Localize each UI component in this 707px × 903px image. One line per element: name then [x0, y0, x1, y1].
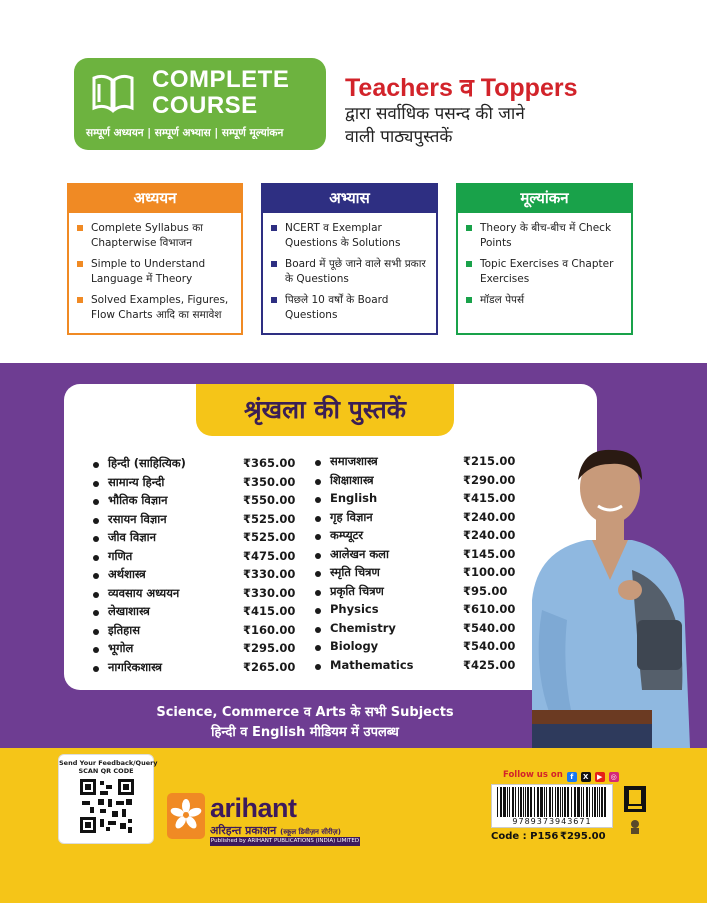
barcode-bar: [594, 787, 596, 817]
list-item: [315, 602, 515, 621]
bullet-icon: [93, 536, 99, 542]
book-price: ₹100.00: [463, 565, 516, 579]
book-price: ₹415.00: [243, 604, 296, 618]
bullet-icon: [315, 534, 321, 540]
barcode-bar: [581, 787, 582, 817]
bullet-icon: [315, 590, 321, 596]
bullet-icon: [315, 460, 321, 466]
barcode-bar: [589, 787, 590, 817]
barcode-bar: [534, 787, 535, 817]
list-item: मॉडल पेपर्स: [466, 293, 623, 308]
book-price: ₹350.00: [243, 474, 296, 489]
list-item: NCERT व Exemplar Questions के Solutions: [271, 221, 428, 251]
barcode-bar: [546, 787, 547, 817]
barcode-bar: [515, 787, 516, 817]
barcode-bars: [493, 787, 613, 819]
bullet-icon: [93, 647, 99, 653]
book-title: स्मृति चित्रण: [330, 565, 380, 579]
book-price: ₹160.00: [243, 622, 296, 637]
list-item: [315, 510, 515, 529]
brand-name: arihant: [210, 793, 297, 823]
bullet-icon: [93, 518, 99, 524]
barcode-bar: [537, 787, 539, 817]
column-header: अध्ययन: [69, 185, 241, 213]
book-price: ₹295.00: [243, 641, 296, 655]
promo-line2: हिन्दी व English मीडियम में उपलब्ध: [211, 725, 399, 740]
book-title: रसायन विज्ञान: [108, 511, 167, 526]
barcode-bar: [523, 787, 524, 817]
book-price: ₹540.00: [463, 639, 516, 653]
list-item: [315, 584, 515, 603]
book-price: ₹475.00: [243, 548, 296, 563]
barcode-bar: [601, 787, 603, 817]
book-title: जीव विज्ञान: [108, 530, 157, 544]
book-price: ₹365.00: [243, 456, 296, 470]
book-title: व्यवसाय अध्ययन: [108, 585, 180, 600]
book-title: प्रकृति चित्रण: [330, 583, 384, 598]
book-title: समाजशास्त्र: [330, 454, 378, 468]
qr-caption-line1: Send Your Feedback/Query: [59, 759, 158, 767]
tagline-title: Teachers व Toppers: [345, 74, 578, 102]
feature-column-study: [67, 183, 243, 335]
barcode-bar: [564, 787, 566, 817]
book-title: भूगोल: [108, 641, 134, 655]
bullet-icon: [315, 645, 321, 651]
feature-column-assessment: [456, 183, 633, 335]
list-item: [93, 659, 296, 679]
list-item: [93, 604, 296, 623]
book-title: गणित: [108, 548, 133, 563]
book-title: हिन्दी (साहित्यिक): [108, 456, 186, 470]
book-title: अर्थशास्त्र: [108, 567, 146, 581]
list-item: [315, 621, 515, 640]
book-title: Biology: [330, 639, 379, 653]
bullet-icon: [93, 499, 99, 505]
list-item: [315, 473, 515, 492]
follow-us: [503, 770, 619, 782]
barcode-bar: [552, 787, 553, 817]
list-item: [93, 530, 296, 549]
book-price: ₹240.00: [463, 509, 516, 524]
bullet-icon: [315, 479, 321, 485]
bullet-icon: [315, 627, 321, 633]
barcode-bar: [599, 787, 600, 817]
book-price: ₹290.00: [463, 472, 516, 487]
barcode-bar: [597, 787, 598, 817]
brand-hindi-note: (स्कूल डिवीज़न सीरीज़): [280, 828, 341, 836]
barcode-bar: [507, 787, 508, 817]
book-price: ₹95.00: [463, 583, 508, 598]
barcode-bar: [577, 787, 580, 817]
qr-code-icon[interactable]: [80, 779, 134, 833]
bullet-icon: [93, 481, 99, 487]
book-price: ₹540.00: [463, 620, 516, 635]
list-item: Solved Examples, Figures, Flow Charts आदि का समावेश: [77, 293, 233, 323]
book-price: ₹550.00: [243, 493, 296, 507]
list-item: [315, 528, 515, 547]
bullet-icon: [315, 516, 321, 522]
barcode-bar: [571, 787, 572, 817]
list-item: [93, 474, 296, 494]
book-title: सामान्य हिन्दी: [108, 474, 165, 489]
product-code: Code : P156: [491, 831, 559, 842]
book-price: ₹215.00: [463, 454, 516, 468]
bullet-icon: [93, 592, 99, 598]
student-image: [512, 440, 707, 748]
barcode-bar: [503, 787, 506, 817]
tagline-line2: वाली पाठ्यपुस्तकें: [345, 127, 453, 147]
series-list-right: [315, 454, 515, 676]
bullet-icon: [315, 608, 321, 614]
qr-panel[interactable]: [58, 754, 158, 844]
list-item: [93, 493, 296, 512]
complete-course-logo: [74, 58, 326, 150]
barcode-bar: [497, 787, 498, 817]
qr-caption-line2: SCAN QR CODE: [78, 767, 134, 775]
list-item: Theory के बीच-बीच में Check Points: [466, 221, 623, 251]
feature-column-practice: [261, 183, 438, 335]
list-item: Complete Syllabus का Chapterwise विभाजन: [77, 221, 233, 251]
book-title: Chemistry: [330, 620, 396, 635]
book-title: भौतिक विज्ञान: [108, 493, 168, 507]
book-price: ₹240.00: [463, 528, 516, 542]
barcode-bar: [544, 787, 545, 817]
list-item: [93, 641, 296, 660]
list-item: [93, 548, 296, 568]
series-banner: श्रृंखला की पुस्तकें: [196, 384, 454, 436]
x-icon[interactable]: X: [581, 772, 591, 782]
book-mascot-icon: [624, 786, 646, 812]
bullet-icon: [315, 553, 321, 559]
list-item: [93, 456, 296, 475]
emblem-icon: [627, 818, 643, 836]
list-item: [315, 547, 515, 566]
youtube-icon[interactable]: ▶: [595, 772, 605, 782]
book-price: ₹610.00: [463, 602, 516, 616]
barcode-bar: [500, 787, 502, 817]
list-item: [315, 491, 515, 510]
promo-line1: Science, Commerce व Arts के सभी Subjects: [156, 705, 454, 720]
book-title: Mathematics: [330, 657, 414, 672]
bullet-icon: [315, 497, 321, 503]
list-item: [315, 454, 515, 473]
list-item: [93, 622, 296, 642]
barcode-bar: [560, 787, 561, 817]
barcode-bar: [574, 787, 576, 817]
bullet-icon: [93, 555, 99, 561]
barcode-bar: [512, 787, 514, 817]
list-item: Simple to Understand Language में Theory: [77, 257, 233, 287]
list-item: [93, 511, 296, 531]
logo-title-line1: COMPLETE: [152, 66, 290, 93]
bullet-icon: [315, 664, 321, 670]
tagline-line1: द्वारा सर्वाधिक पसन्द की जाने: [345, 104, 525, 124]
book-price: ₹425.00: [463, 657, 516, 672]
barcode-bar: [540, 787, 543, 817]
list-item: Topic Exercises व Chapter Exercises: [466, 257, 623, 287]
column-header: अभ्यास: [263, 185, 436, 213]
barcode-bar: [549, 787, 551, 817]
list-item: [93, 567, 296, 586]
book-title: शिक्षाशास्त्र: [330, 472, 374, 487]
book-price: ₹265.00: [243, 659, 296, 674]
publisher-strip: Published by ARIHANT PUBLICATIONS (INDIA) LIMITED: [210, 838, 360, 844]
logo-title-line2: COURSE: [152, 92, 258, 119]
barcode-bar: [518, 787, 519, 817]
book-price: ₹525.00: [243, 511, 296, 526]
arihant-flower-logo-icon: [167, 793, 205, 839]
barcode-bar: [557, 787, 559, 817]
list-item: Board में पूछे जाने वाले सभी प्रकार के Questions: [271, 257, 428, 287]
open-book-icon: [90, 70, 136, 116]
brand-hindi: [210, 823, 341, 838]
list-item: [93, 585, 296, 605]
barcode-bar: [525, 787, 526, 817]
book-title: इतिहास: [108, 622, 141, 637]
bullet-icon: [93, 610, 99, 616]
book-title: Physics: [330, 602, 379, 616]
isbn-number: 9789373943671: [512, 817, 592, 826]
book-title: कम्प्यूटर: [330, 528, 364, 542]
isbn-barcode: [491, 784, 613, 828]
book-price: ₹145.00: [463, 546, 516, 561]
barcode-bar: [567, 787, 569, 817]
book-price: ₹330.00: [243, 585, 296, 600]
barcode-bar: [509, 787, 510, 817]
brand-hindi-name: अरिहन्त प्रकाशन: [210, 824, 277, 837]
bullet-icon: [93, 666, 99, 672]
book-price: ₹525.00: [243, 530, 296, 544]
barcode-bar: [555, 787, 556, 817]
book-price: ₹295.00: [560, 831, 606, 842]
bullet-icon: [93, 629, 99, 635]
instagram-icon[interactable]: ◎: [610, 773, 617, 781]
list-item: [315, 639, 515, 658]
barcode-bar: [562, 787, 563, 817]
book-price: ₹415.00: [463, 491, 516, 505]
barcode-bar: [592, 787, 593, 817]
barcode-bar: [586, 787, 588, 817]
barcode-bar: [527, 787, 529, 817]
bullet-icon: [93, 462, 99, 468]
book-title: नागरिकशास्त्र: [108, 659, 162, 674]
list-item: [315, 565, 515, 584]
barcode-bar: [530, 787, 532, 817]
facebook-icon[interactable]: f: [567, 772, 577, 782]
bullet-icon: [93, 573, 99, 579]
book-price: ₹330.00: [243, 567, 296, 581]
follow-label: Follow us on: [503, 770, 563, 780]
bullet-icon: [315, 571, 321, 577]
barcode-bar: [583, 787, 584, 817]
book-title: लेखाशास्त्र: [108, 604, 150, 618]
list-item: [315, 658, 515, 677]
barcode-bar: [520, 787, 522, 817]
barcode-bar: [604, 787, 606, 817]
book-title: आलेखन कला: [330, 546, 389, 561]
list-item: पिछले 10 वर्षों के Board Questions: [271, 293, 428, 323]
book-title: गृह विज्ञान: [330, 509, 373, 524]
book-title: English: [330, 491, 378, 505]
logo-subtitle: सम्पूर्ण अध्ययन | सम्पूर्ण अभ्यास | सम्पूर्ण मूल्यांकन: [86, 127, 284, 139]
column-header: मूल्यांकन: [458, 185, 631, 213]
series-list-left: [93, 456, 296, 678]
